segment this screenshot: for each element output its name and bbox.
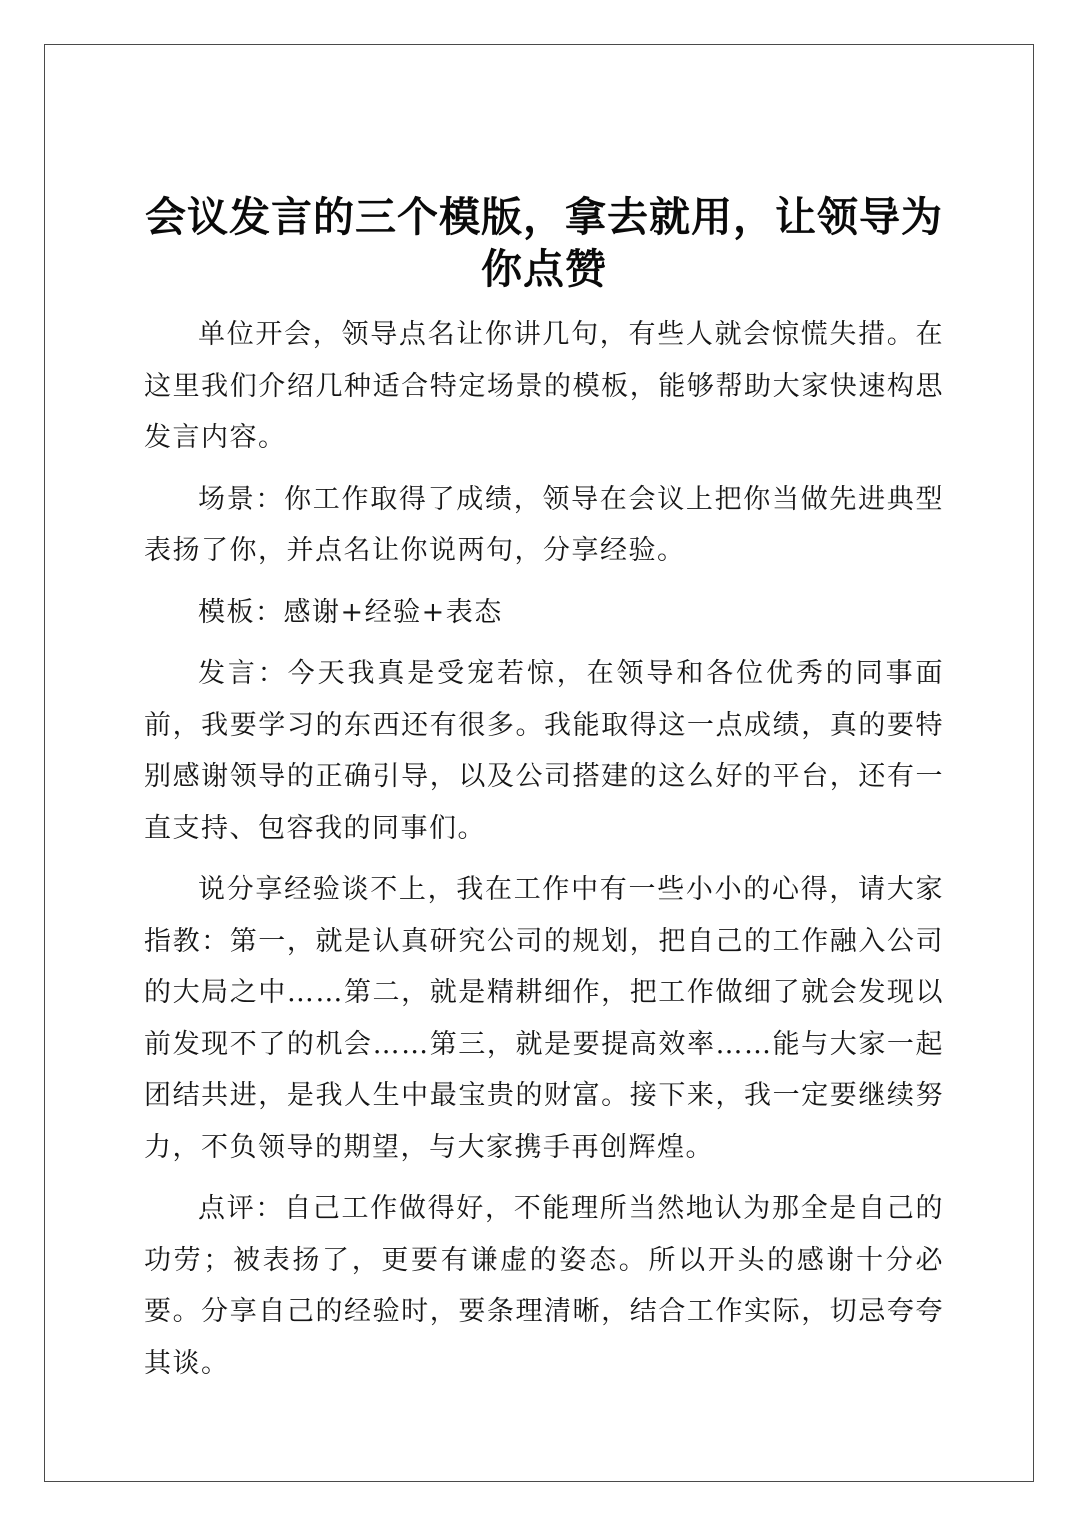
- paragraph-template: 模板：感谢+经验+表态: [198, 596, 503, 628]
- document-title: 会议发言的三个模版，拿去就用，让领导为你点赞: [145, 193, 943, 293]
- document-body: [144, 191, 944, 1399]
- paragraph-comment: 点评：自己工作做得好，不能理所当然地认为那全是自己的功劳；被表扬了，更要有谦虚的姿态。所以开头的感谢十分必要。分享自己的经验时，要条理清晰，结合工作实际，切忌夸夸其谈。: [144, 1193, 944, 1379]
- paragraph-speech: 发言：今天我真是受宠若惊，在领导和各位优秀的同事面前，我要学习的东西还有很多。我能取得这一点成绩，真的要特别感谢领导的正确引导，以及公司搭建的这么好的平台，还有一直支持、包容我的同事们。: [144, 658, 944, 844]
- paragraph-experience: 说分享经验谈不上，我在工作中有一些小小的心得，请大家指教：第一，就是认真研究公司的规划，把自己的工作融入公司的大局之中……第二，就是精耕细作，把工作做细了就会发现以前发现不了的机会……第三，就是要提高效率……能与大家一起团结共进，是我人生中最宝贵的财富。接下来，我一定要继续努力，不负领导的期望，与大家携手再创辉煌。: [144, 874, 944, 1163]
- paragraph-scenario: 场景：你工作取得了成绩，领导在会议上把你当做先进典型表扬了你，并点名让你说两句，分享经验。: [144, 483, 944, 566]
- paragraph-intro: 单位开会，领导点名让你讲几句，有些人就会惊慌失措。在这里我们介绍几种适合特定场景的模板，能够帮助大家快速构思发言内容。: [144, 319, 944, 453]
